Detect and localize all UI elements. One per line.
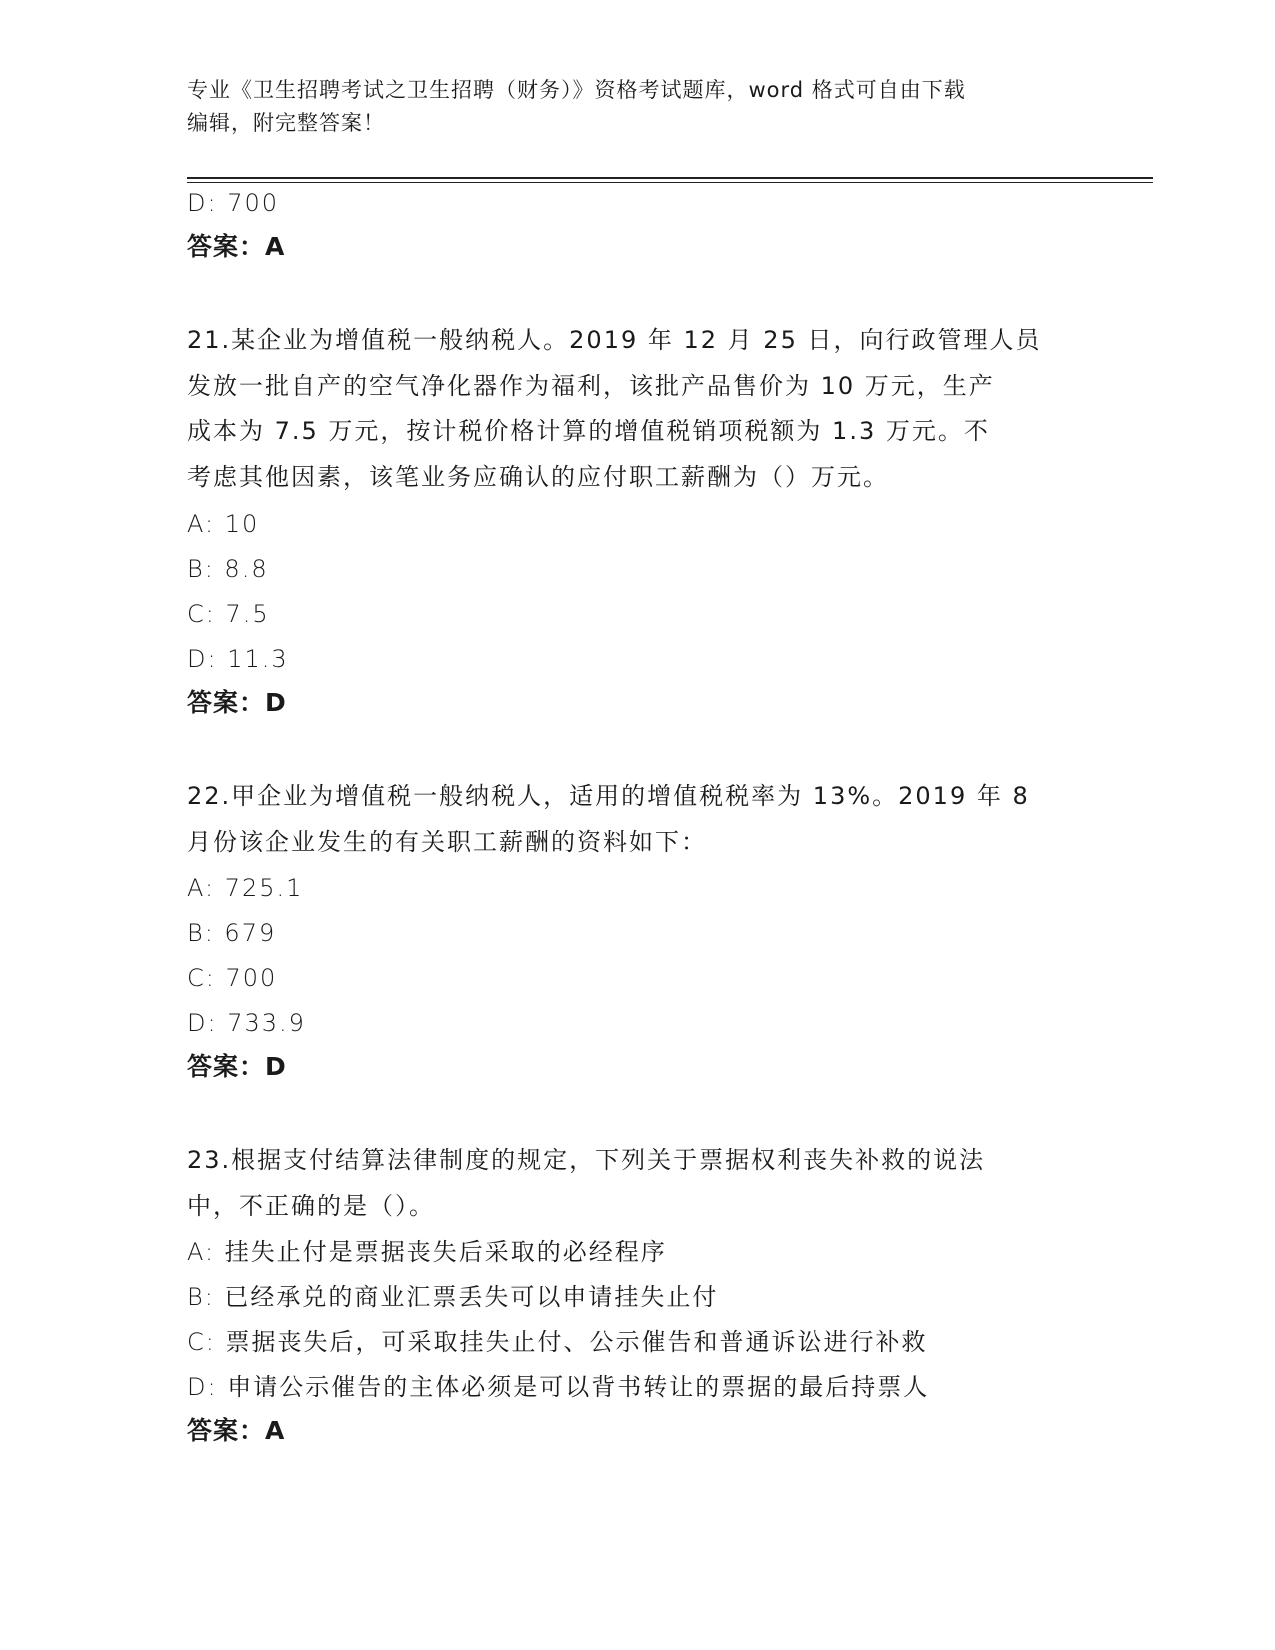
question-21-text	[187, 318, 1087, 500]
question-21-option-d: D: 11.3	[187, 645, 289, 673]
question-21-option-c: C: 7.5	[187, 600, 270, 628]
question-21-option-b: B: 8.8	[187, 555, 269, 583]
question-21-answer: 答案：D	[187, 688, 287, 717]
question-21-option-a: A: 10	[187, 510, 260, 538]
question-23-option-c: C: 票据丧失后，可采取挂失止付、公示催告和普通诉讼进行补救	[187, 1328, 928, 1356]
header-line-2: 编辑，附完整答案！	[187, 111, 385, 135]
question-21-line-4: 考虑其他因素，该笔业务应确认的应付职工薪酬为（）万元。	[187, 462, 889, 491]
question-22-text	[187, 774, 1087, 865]
question-21-line-2: 发放一批自产的空气净化器作为福利，该批产品售价为 10 万元，生产	[187, 371, 995, 400]
question-23-option-a: A: 挂失止付是票据丧失后采取的必经程序	[187, 1238, 667, 1266]
prev-option-d: D: 700	[187, 189, 280, 217]
question-22-line-2: 月份该企业发生的有关职工薪酬的资料如下：	[187, 827, 707, 856]
question-23-answer: 答案：A	[187, 1416, 286, 1445]
question-21-line-3: 成本为 7.5 万元，按计税价格计算的增值税销项税额为 1.3 万元。不	[187, 417, 990, 445]
header-divider-thick	[187, 177, 1153, 179]
question-22-option-b: B: 679	[187, 919, 277, 947]
question-21-line-1: 21.某企业为增值税一般纳税人。2019 年 12 月 25 日，向行政管理人员	[187, 326, 1042, 354]
question-23-option-b: B: 已经承兑的商业汇票丢失可以申请挂失止付	[187, 1283, 719, 1311]
prev-answer: 答案：A	[187, 232, 286, 261]
question-22-answer: 答案：D	[187, 1052, 287, 1081]
question-23-option-d: D: 申请公示催告的主体必须是可以背书转让的票据的最后持票人	[187, 1373, 930, 1401]
question-23-line-1: 23.根据支付结算法律制度的规定，下列关于票据权利丧失补救的说法	[187, 1146, 986, 1174]
question-23-text	[187, 1138, 1087, 1229]
question-22-option-a: A: 725.1	[187, 874, 304, 902]
question-22-line-1: 22.甲企业为增值税一般纳税人，适用的增值税税率为 13%。2019 年 8	[187, 782, 1030, 810]
question-23-line-2: 中，不正确的是（）。	[187, 1191, 435, 1220]
question-22-option-c: C: 700	[187, 964, 278, 992]
question-22-option-d: D: 733.9	[187, 1009, 306, 1037]
document-header	[187, 74, 1087, 140]
header-divider-thin	[187, 182, 1153, 183]
header-line-1: 专业《卫生招聘考试之卫生招聘（财务）》资格考试题库，word 格式可自由下载	[187, 78, 966, 102]
